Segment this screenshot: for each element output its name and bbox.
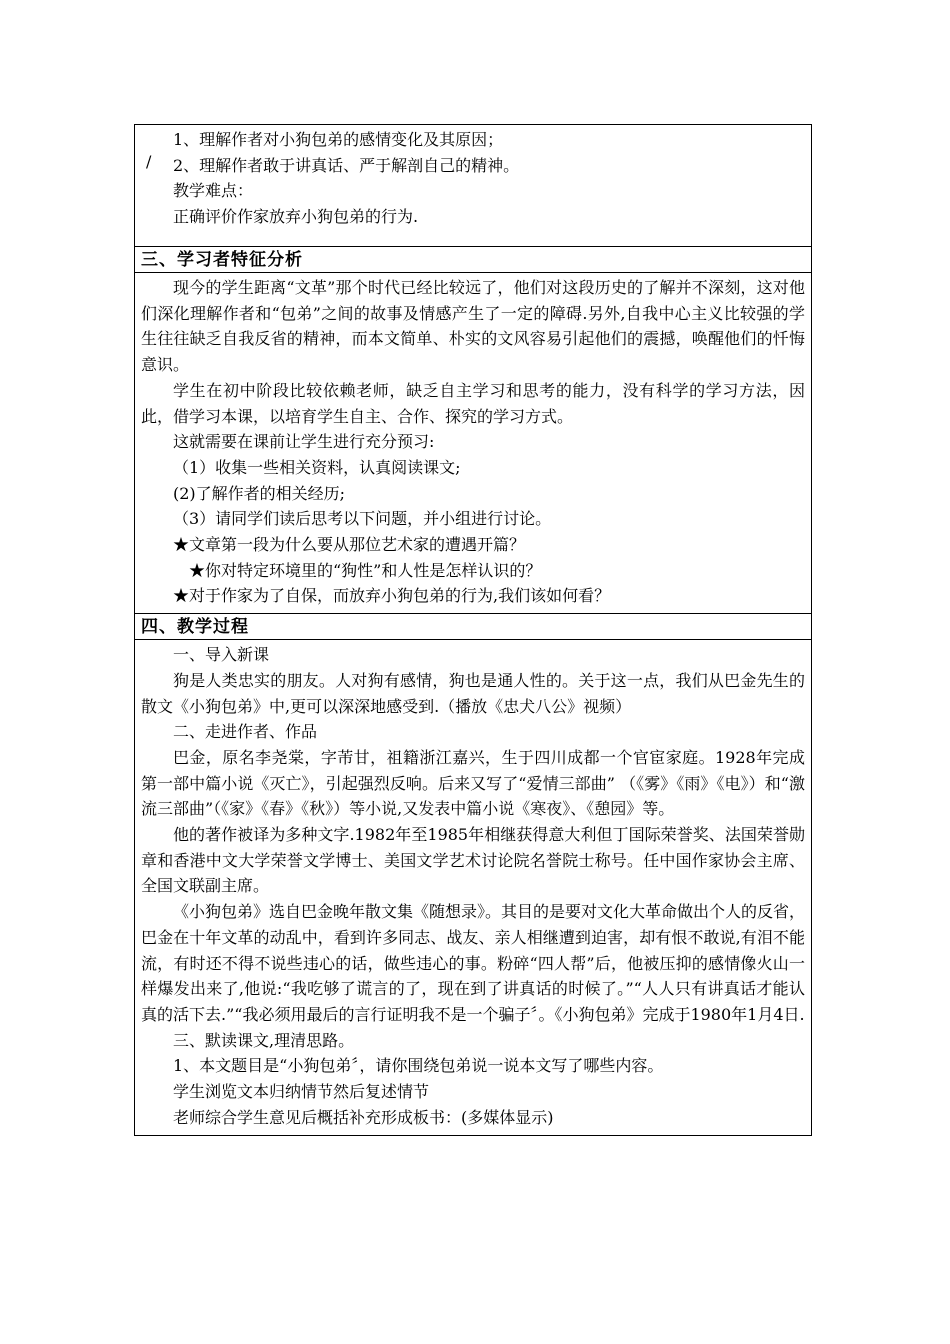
difficulty-item: 正确评价作家放弃小狗包弟的行为.	[173, 207, 419, 227]
difficulty-label: 教学难点：	[173, 181, 254, 201]
subheading: 二、走进作者、作品	[173, 722, 318, 742]
paragraph: 老师综合学生意见后概括补充形成板书：(多媒体显示)	[173, 1107, 554, 1127]
margin-mark: /	[146, 152, 152, 171]
paragraph: 他的著作被译为多种文字.1982年至1985年相继获得意大利但丁国际荣誉奖、法国荣誉勋章和香港中文大学荣誉文学博士、美国文学艺术讨论院名誉院士称号。任中国作家协会主席、全国文联副主席。	[141, 825, 805, 896]
goal-item-1: 1、理解作者对小狗包弟的感情变化及其原因；	[173, 130, 504, 149]
section-4-heading: 四、教学过程	[135, 613, 811, 639]
section-3-content	[135, 272, 811, 613]
paragraph: 《小狗包弟》选自巴金晚年散文集《随想录》。其目的是要对文化大革命做出个人的反省，巴金在十年文革的动乱中，看到许多同志、战友、亲人相继遭到迫害，却有恨不敢说,有泪不能流，有时还不得不说些违心的话，做些违心的事。粉碎“四人帮”后，他被压抑的感情像火山一样爆发出来了,他说:“我吃够了谎言的了，现在到了讲真话的时候了。”“人人只有讲真话才能认真的活下去.”“我必须用最后的言行证明我不是一个骗子〞。《小狗包弟》完成于1980年1月4日.	[141, 902, 806, 1024]
lesson-plan-table	[134, 124, 812, 1136]
teaching-goals-cell	[135, 125, 811, 246]
question-item: ★你对特定环境里的“狗性”和人性是怎样认识的？	[189, 560, 542, 580]
paragraph: 学生在初中阶段比较依赖老师，缺乏自主学习和思考的能力，没有科学的学习方法，因此，借学习本课，以培育学生自主、合作、探究的学习方式。	[141, 380, 805, 426]
paragraph: 巴金，原名李尧棠，字芾甘，祖籍浙江嘉兴，生于四川成都一个官宦家庭。1928年完成第一部中篇小说《灭亡》，引起强烈反响。后来又写了“爱情三部曲” （《雾》《雨》《电》）和“激流三部曲”（《家》《春》《秋》）等小说,又发表中篇小说《寒夜》、《憩园》等。	[141, 747, 805, 819]
list-item: （1）收集一些相关资料，认真阅读课文;	[173, 457, 461, 477]
section-3-heading: 三、学习者特征分析	[135, 246, 811, 272]
paragraph: 现今的学生距离“文革”那个时代已经比较远了，他们对这段历史的了解并不深刻，这对他们深化理解作者和“包弟”之间的故事及情感产生了一定的障碍.另外,自我中心主义比较强的学生往往缺乏自我反省的精神，而本文简单、朴实的文风容易引起他们的震撼，唤醒他们的忏悔意识。	[141, 278, 805, 375]
subheading: 一、导入新课	[173, 645, 270, 665]
paragraph: 这就需要在课前让学生进行充分预习:	[173, 432, 435, 452]
question-item: ★文章第一段为什么要从那位艺术家的遭遇开篇？	[173, 535, 526, 555]
goal-item-2: 2、理解作者敢于讲真话、严于解剖自己的精神。	[173, 155, 520, 175]
paragraph: 1、本文题目是“小狗包弟〞，请你围绕包弟说一说本文写了哪些内容。	[173, 1056, 664, 1076]
list-item: （3）请同学们读后思考以下问题，并小组进行讨论。	[173, 509, 552, 529]
section-4-content	[135, 639, 811, 1134]
paragraph: 学生浏览文本归纳情节然后复述情节	[173, 1082, 430, 1102]
paragraph: 狗是人类忠实的朋友。人对狗有感情，狗也是通人性的。关于这一点，我们从巴金先生的散文《小狗包弟》中,更可以深深地感受到.（播放《忠犬八公》视频）	[141, 670, 805, 716]
list-item: (2)了解作者的相关经历;	[173, 483, 346, 503]
question-item: ★对于作家为了自保，而放弃小狗包弟的行为,我们该如何看？	[173, 586, 611, 606]
subheading: 三、默读课文,理清思路。	[173, 1030, 355, 1050]
